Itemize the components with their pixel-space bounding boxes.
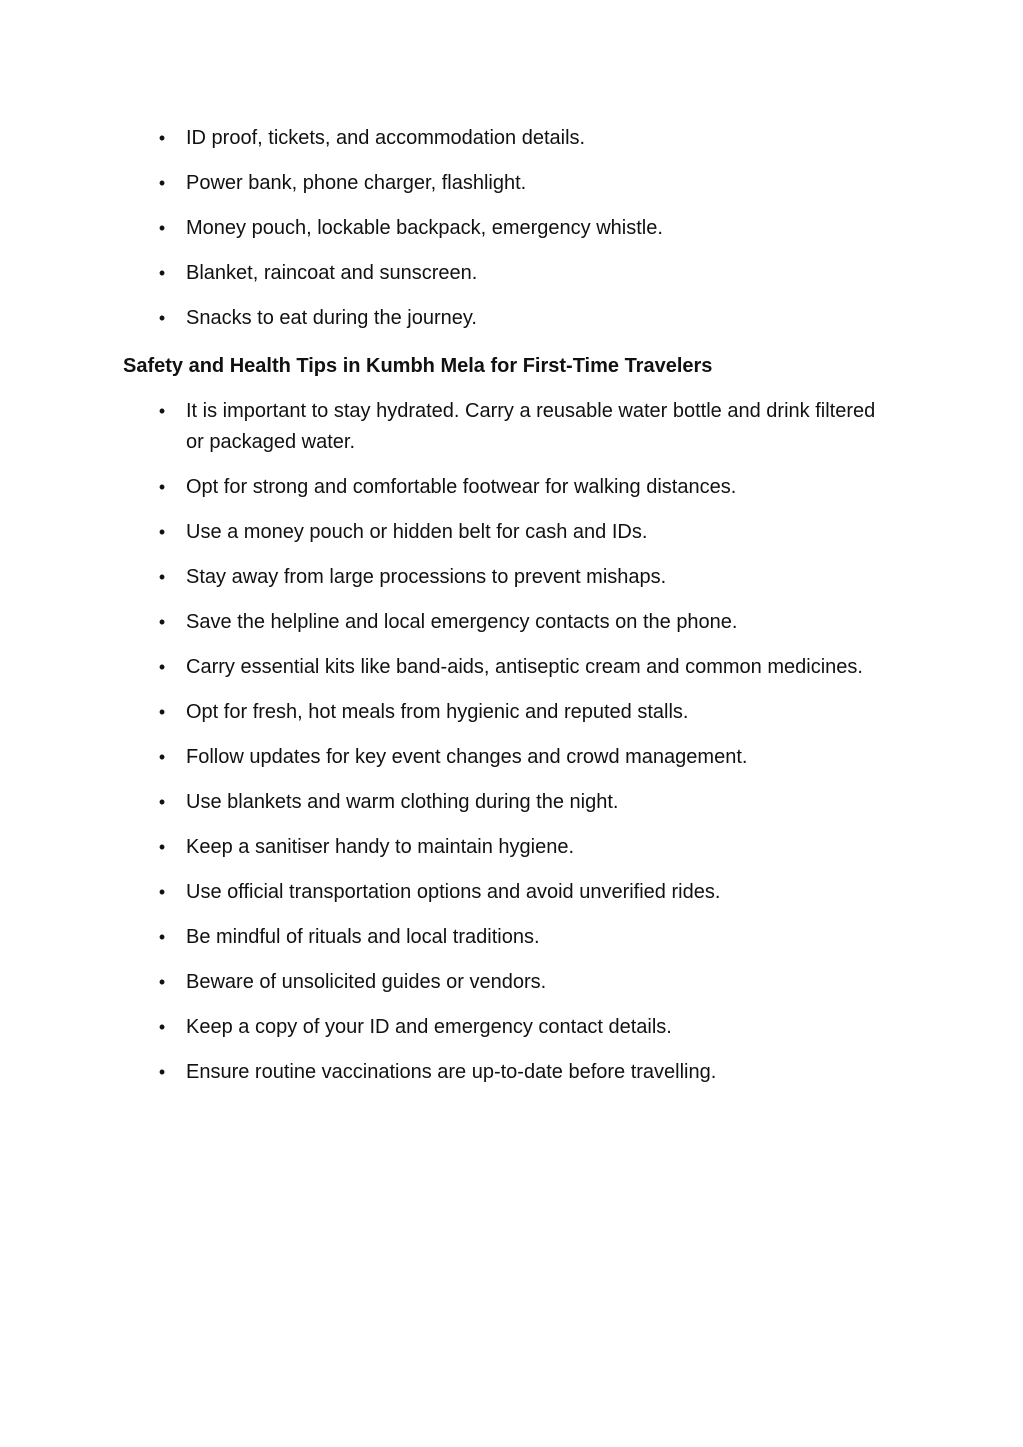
list-item <box>156 472 896 503</box>
bullet-icon: • <box>158 477 166 497</box>
bullet-icon: • <box>158 522 166 542</box>
list-item <box>156 213 896 244</box>
list-item-text: Power bank, phone charger, flashlight. <box>186 172 527 194</box>
list-item-text: Stay away from large processions to prevent mishaps. <box>186 566 667 588</box>
bullet-icon: • <box>158 173 166 193</box>
bullet-icon: • <box>158 401 166 421</box>
safety-tips-list <box>156 396 896 1102</box>
bullet-icon: • <box>158 702 166 722</box>
bullet-icon: • <box>158 1017 166 1037</box>
list-item-text: Save the helpline and local emergency contacts on the phone. <box>186 611 738 633</box>
list-item <box>156 832 896 863</box>
list-item <box>156 396 896 458</box>
list-item-text: Keep a sanitiser handy to maintain hygiene. <box>186 836 575 858</box>
list-item <box>156 1012 896 1043</box>
bullet-icon: • <box>158 612 166 632</box>
bullet-icon: • <box>158 567 166 587</box>
list-item <box>156 607 896 638</box>
bullet-icon: • <box>158 218 166 238</box>
bullet-icon: • <box>158 128 166 148</box>
list-item-text: Be mindful of rituals and local traditions. <box>186 926 540 948</box>
list-item-text: Carry essential kits like band-aids, antiseptic cream and common medicines. <box>186 656 863 678</box>
list-item <box>156 967 896 998</box>
bullet-icon: • <box>158 1062 166 1082</box>
list-item-text: Keep a copy of your ID and emergency contact details. <box>186 1016 672 1038</box>
list-item-text: Ensure routine vaccinations are up-to-date before travelling. <box>186 1061 717 1083</box>
section-heading: Safety and Health Tips in Kumbh Mela for First-Time Travelers <box>123 355 713 377</box>
list-item-text: Use a money pouch or hidden belt for cash and IDs. <box>186 521 648 543</box>
list-item-text: Beware of unsolicited guides or vendors. <box>186 971 547 993</box>
list-item-text: ID proof, tickets, and accommodation details. <box>186 127 586 149</box>
list-item-text: Use official transportation options and avoid unverified rides. <box>186 881 721 903</box>
list-item-text: Follow updates for key event changes and crowd management. <box>186 746 748 768</box>
list-item <box>156 123 896 154</box>
bullet-icon: • <box>158 308 166 328</box>
list-item <box>156 562 896 593</box>
bullet-icon: • <box>158 747 166 767</box>
list-item-text: Snacks to eat during the journey. <box>186 307 477 329</box>
bullet-icon: • <box>158 263 166 283</box>
list-item <box>156 652 896 683</box>
list-item <box>156 258 896 289</box>
bullet-icon: • <box>158 882 166 902</box>
list-item-text: Use blankets and warm clothing during the night. <box>186 791 619 813</box>
bullet-icon: • <box>158 792 166 812</box>
list-item <box>156 787 896 818</box>
packing-list <box>156 123 896 348</box>
list-item-text: Money pouch, lockable backpack, emergency whistle. <box>186 217 663 239</box>
bullet-icon: • <box>158 837 166 857</box>
list-item <box>156 517 896 548</box>
list-item <box>156 303 896 334</box>
list-item <box>156 1057 896 1088</box>
list-item <box>156 168 896 199</box>
list-item-text: It is important to stay hydrated. Carry a reusable water bottle and drink filtered or packaged water. <box>186 400 876 453</box>
list-item <box>156 742 896 773</box>
bullet-icon: • <box>158 972 166 992</box>
list-item-text: Opt for fresh, hot meals from hygienic and reputed stalls. <box>186 701 689 723</box>
list-item <box>156 922 896 953</box>
list-item <box>156 697 896 728</box>
list-item-text: Blanket, raincoat and sunscreen. <box>186 262 478 284</box>
bullet-icon: • <box>158 657 166 677</box>
list-item-text: Opt for strong and comfortable footwear for walking distances. <box>186 476 737 498</box>
bullet-icon: • <box>158 927 166 947</box>
list-item <box>156 877 896 908</box>
